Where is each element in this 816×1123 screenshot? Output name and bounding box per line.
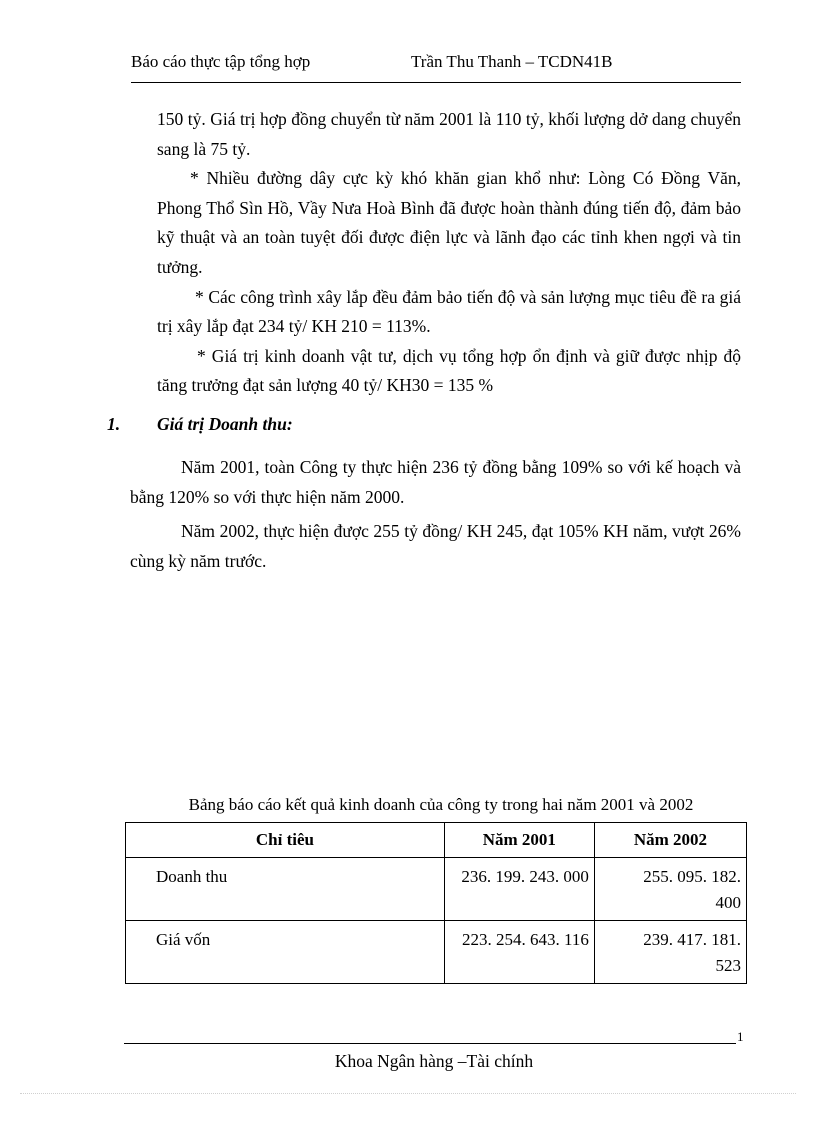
row-label-revenue: Doanh thu [126,858,445,921]
table-caption: Bảng báo cáo kết quả kinh doanh của công ty trong hai năm 2001 và 2002 [188,795,694,814]
table-row [126,858,747,921]
revenue-2001: 236. 199. 243. 000 [444,858,594,921]
header-indicator: Chỉ tiêu [126,823,445,858]
table-header-row [126,823,747,858]
paragraph-revenue-2002: Năm 2002, thực hiện được 255 tỷ đồng/ KH 245, đạt 105% KH năm, vượt 26% cùng kỳ năm trước. [130,521,741,571]
footer-department: Khoa Ngân hàng –Tài chính [334,1051,534,1071]
header-author: Trần Thu Thanh – TCDN41B [411,52,613,71]
cost-2001: 223. 254. 643. 116 [444,921,594,984]
header-year-2002: Năm 2002 [594,823,746,858]
paragraph-contract-value: 150 tỷ. Giá trị hợp đồng chuyển từ năm 2001 là 110 tỷ, khối lượng dở dang chuyển sang là 75 tỷ. [157,109,741,159]
footer-divider [124,1043,736,1044]
paragraph-revenue-2001: Năm 2001, toàn Công ty thực hiện 236 tỷ đồng bằng 109% so với kế hoạch và bằng 120% so với thực hiện năm 2000. [130,457,741,507]
page-edge [20,1093,796,1094]
header-year-2001: Năm 2001 [444,823,594,858]
page-header [131,50,741,83]
revenue-section [130,452,741,580]
revenue-2002: 255. 095. 182. 400 [594,858,746,921]
business-results-table [125,822,747,984]
body-text [157,105,741,401]
paragraph-trading: * Giá trị kinh doanh vật tư, dịch vụ tổng hợp ổn định và giữ được nhịp độ tăng trưởng đạt sản lượng 40 tỷ/ KH30 = 135 % [157,345,741,396]
paragraph-construction: * Các công trình xây lắp đều đảm bảo tiến độ và sản lượng mục tiêu đề ra giá trị xây lắp đạt 234 tỷ/ KH 210 = 113%. [157,286,741,337]
section-heading [107,414,293,435]
row-label-cost: Giá vốn [126,921,445,984]
section-title: Giá trị Doanh thu: [157,414,293,434]
header-report-title: Báo cáo thực tập tổng hợp [131,52,311,71]
paragraph-power-lines: * Nhiều đường dây cực kỳ khó khăn gian khổ như: Lòng Có Đồng Văn, Phong Thổ Sìn Hồ, Vầy Nưa Hoà Bình đã được hoàn thành đúng tiến độ, đảm bảo kỹ thuật và an toàn tuyệt đối được điện lực và lãnh đạo các tỉnh khen ngợi và tin tưởng. [157,168,741,277]
page-number: 1 [737,1029,744,1044]
section-number: 1. [107,414,121,434]
table-row [126,921,747,984]
cost-2002: 239. 417. 181. 523 [594,921,746,984]
